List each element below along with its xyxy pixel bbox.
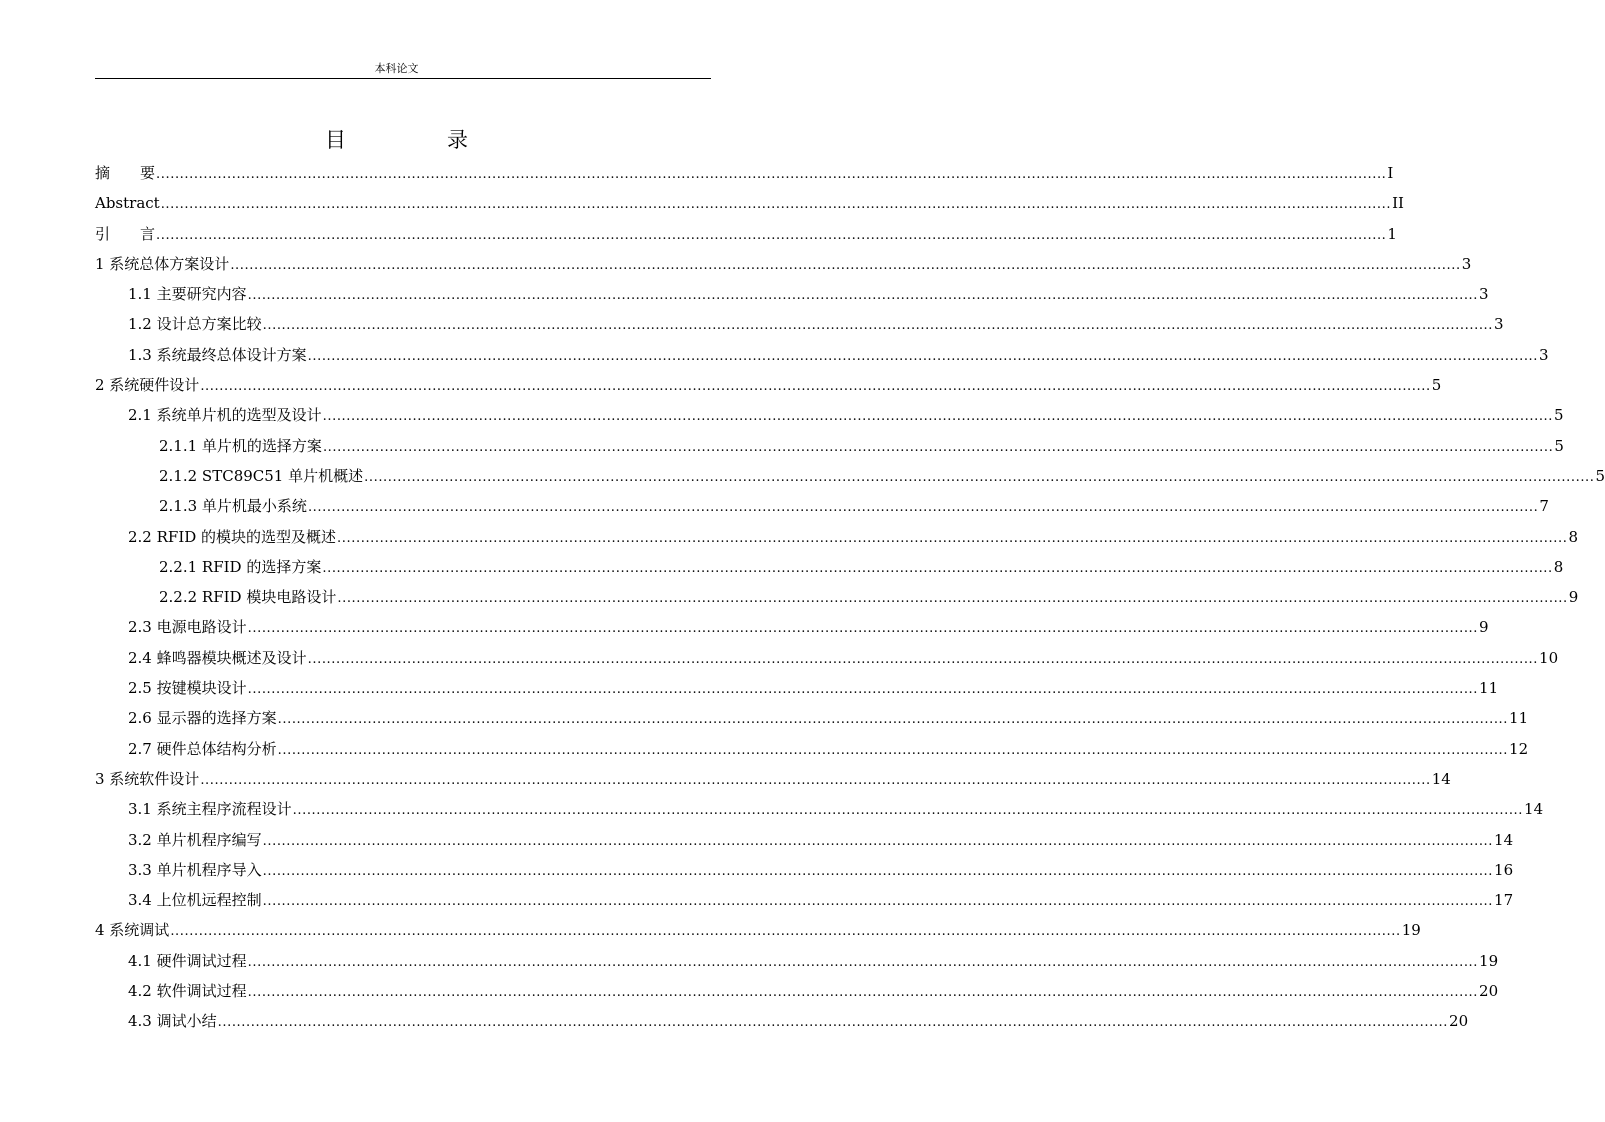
toc-entry-page: 3 [1461, 254, 1472, 273]
table-of-contents [95, 158, 1605, 1037]
toc-entry-label: 3.2 单片机程序编写 [128, 830, 262, 849]
toc-entry[interactable] [95, 612, 1489, 642]
toc-entry-page: 5 [1431, 376, 1442, 395]
toc-entry-label: 4.2 软件调试过程 [128, 982, 247, 1001]
toc-dot-leader: .................................................................................................................................................................................................................................................................... [307, 500, 1539, 516]
toc-entry[interactable] [95, 491, 1549, 521]
toc-entry[interactable] [95, 673, 1499, 703]
toc-dot-leader: .................................................................................................................................................................................................................................................................... [322, 409, 1554, 425]
toc-entry-label: 摘 要 [95, 164, 156, 182]
toc-entry-page: II [1392, 194, 1404, 213]
toc-entry-page: 5 [1595, 466, 1605, 485]
toc-entry-label: 2.4 蜂鸣器模块概述及设计 [128, 648, 307, 667]
toc-entry-label: 2 系统硬件设计 [95, 376, 200, 395]
toc-entry[interactable] [95, 309, 1504, 339]
toc-entry-label: 3 系统软件设计 [95, 769, 200, 788]
toc-dot-leader: .................................................................................................................................................................................................................................................................... [217, 1015, 1449, 1031]
toc-dot-leader: .................................................................................................................................................................................................................................................................... [247, 954, 1479, 970]
toc-entry-label: 3.1 系统主程序流程设计 [128, 800, 292, 819]
toc-entry-label: 4 系统调试 [95, 921, 170, 940]
toc-dot-leader: .................................................................................................................................................................................................................................................................... [337, 591, 1568, 607]
toc-entry[interactable] [95, 582, 1579, 612]
toc-dot-leader: .................................................................................................................................................................................................................................................................... [247, 682, 1479, 698]
toc-dot-leader: .................................................................................................................................................................................................................................................................... [156, 167, 1387, 182]
toc-entry[interactable] [95, 764, 1451, 794]
toc-entry[interactable] [95, 794, 1544, 824]
toc-entry-page: 9 [1568, 588, 1579, 607]
toc-entry-page: 14 [1431, 769, 1451, 788]
toc-entry-page: 9 [1479, 618, 1489, 637]
toc-entry-label: 3.3 单片机程序导入 [128, 860, 262, 879]
toc-entry[interactable] [95, 734, 1529, 764]
toc-entry-label: 2.1.2 STC89C51 单片机概述 [159, 466, 364, 485]
toc-entry[interactable] [95, 552, 1564, 582]
toc-dot-leader: .................................................................................................................................................................................................................................................................... [247, 985, 1479, 1001]
toc-dot-leader: .................................................................................................................................................................................................................................................................... [230, 257, 1461, 273]
toc-entry-label: 2.2.2 RFID 模块电路设计 [159, 588, 337, 607]
toc-dot-leader: .................................................................................................................................................................................................................................................................... [160, 197, 1392, 213]
toc-entry[interactable] [95, 825, 1514, 855]
toc-entry[interactable] [95, 370, 1442, 400]
toc-entry-page: 19 [1401, 921, 1421, 940]
toc-entry-page: 19 [1479, 951, 1499, 970]
toc-entry-label: 1.1 主要研究内容 [128, 285, 247, 304]
toc-entry-label: 3.4 上位机远程控制 [128, 891, 262, 910]
toc-entry[interactable] [95, 188, 1404, 218]
toc-entry[interactable] [95, 219, 1397, 249]
toc-entry-page: 20 [1479, 982, 1499, 1001]
toc-dot-leader: .................................................................................................................................................................................................................................................................... [247, 621, 1479, 637]
toc-entry-page: 5 [1554, 406, 1564, 425]
toc-entry-page: 11 [1479, 679, 1499, 698]
toc-entry[interactable] [95, 643, 1559, 673]
toc-entry-label: 4.1 硬件调试过程 [128, 951, 247, 970]
toc-dot-leader: .................................................................................................................................................................................................................................................................... [364, 469, 1595, 485]
toc-dot-leader: .................................................................................................................................................................................................................................................................... [292, 803, 1524, 819]
toc-entry[interactable] [95, 885, 1514, 915]
toc-entry-label: 2.1.1 单片机的选择方案 [159, 436, 322, 455]
toc-entry-label: 4.3 调试小结 [128, 1012, 217, 1031]
toc-entry[interactable] [95, 461, 1605, 491]
toc-entry-label: 1 系统总体方案设计 [95, 254, 230, 273]
toc-dot-leader: .................................................................................................................................................................................................................................................................... [200, 772, 1431, 788]
toc-entry-page: 3 [1479, 285, 1489, 304]
toc-entry-page: 11 [1509, 709, 1529, 728]
toc-dot-leader: .................................................................................................................................................................................................................................................................... [307, 348, 1539, 364]
toc-dot-leader: .................................................................................................................................................................................................................................................................... [262, 894, 1494, 910]
toc-entry-label: 引 言 [95, 224, 156, 243]
toc-entry-label: 2.3 电源电路设计 [128, 618, 247, 637]
toc-entry-label: 2.2 RFID 的模块的选型及概述 [128, 527, 337, 546]
toc-dot-leader: .................................................................................................................................................................................................................................................................... [277, 712, 1509, 728]
toc-entry-label: 2.7 硬件总体结构分析 [128, 739, 277, 758]
toc-entry[interactable] [95, 855, 1514, 885]
toc-title: 目 录 [325, 128, 508, 152]
toc-entry-page: 8 [1568, 527, 1578, 546]
toc-entry-page: 7 [1539, 497, 1549, 516]
toc-dot-leader: .................................................................................................................................................................................................................................................................... [170, 924, 1401, 940]
running-header: 本科论文 [374, 62, 419, 75]
toc-entry-page: 14 [1494, 830, 1514, 849]
toc-entry-label: 2.1 系统单片机的选型及设计 [128, 406, 322, 425]
toc-entry[interactable] [95, 158, 1394, 188]
toc-entry[interactable] [95, 946, 1499, 976]
toc-entry[interactable] [95, 915, 1421, 945]
toc-entry[interactable] [95, 340, 1549, 370]
toc-entry-label: 2.6 显示器的选择方案 [128, 709, 277, 728]
toc-entry[interactable] [95, 1006, 1469, 1036]
toc-entry-label: 2.1.3 单片机最小系统 [159, 497, 307, 516]
toc-entry-page: 8 [1553, 557, 1564, 576]
toc-dot-leader: .................................................................................................................................................................................................................................................................... [322, 560, 1553, 576]
toc-entry[interactable] [95, 279, 1489, 309]
toc-entry[interactable] [95, 703, 1529, 733]
toc-dot-leader: .................................................................................................................................................................................................................................................................... [322, 439, 1554, 455]
toc-entry-label: 1.3 系统最终总体设计方案 [128, 345, 307, 364]
toc-dot-leader: .................................................................................................................................................................................................................................................................... [156, 227, 1387, 243]
toc-entry-label: 2.5 按键模块设计 [128, 679, 247, 698]
toc-dot-leader: .................................................................................................................................................................................................................................................................... [337, 530, 1568, 546]
toc-entry-page: 12 [1509, 739, 1529, 758]
toc-entry[interactable] [95, 522, 1578, 552]
toc-entry[interactable] [95, 976, 1499, 1006]
toc-entry-page: 10 [1539, 648, 1559, 667]
toc-entry-page: 17 [1494, 891, 1514, 910]
toc-entry-page: 20 [1449, 1012, 1469, 1031]
toc-entry-page: 5 [1554, 436, 1564, 455]
toc-dot-leader: .................................................................................................................................................................................................................................................................... [262, 833, 1494, 849]
toc-entry[interactable] [95, 249, 1472, 279]
toc-entry-page: 3 [1539, 345, 1549, 364]
toc-dot-leader: .................................................................................................................................................................................................................................................................... [247, 288, 1479, 304]
toc-entry[interactable] [95, 431, 1564, 461]
toc-dot-leader: .................................................................................................................................................................................................................................................................... [307, 651, 1539, 667]
toc-entry-label: 1.2 设计总方案比较 [128, 315, 262, 334]
toc-entry-page: I [1387, 164, 1394, 182]
toc-entry-page: 14 [1524, 800, 1544, 819]
toc-dot-leader: .................................................................................................................................................................................................................................................................... [277, 742, 1509, 758]
toc-entry-label: 2.2.1 RFID 的选择方案 [159, 557, 322, 576]
header-rule [95, 78, 711, 79]
toc-entry-page: 3 [1494, 315, 1504, 334]
toc-entry[interactable] [95, 400, 1564, 430]
toc-entry-page: 1 [1387, 224, 1397, 243]
toc-entry-page: 16 [1494, 860, 1514, 879]
toc-dot-leader: .................................................................................................................................................................................................................................................................... [200, 379, 1431, 395]
toc-dot-leader: .................................................................................................................................................................................................................................................................... [262, 863, 1494, 879]
toc-entry-label: Abstract [95, 194, 160, 213]
toc-dot-leader: .................................................................................................................................................................................................................................................................... [262, 318, 1494, 334]
